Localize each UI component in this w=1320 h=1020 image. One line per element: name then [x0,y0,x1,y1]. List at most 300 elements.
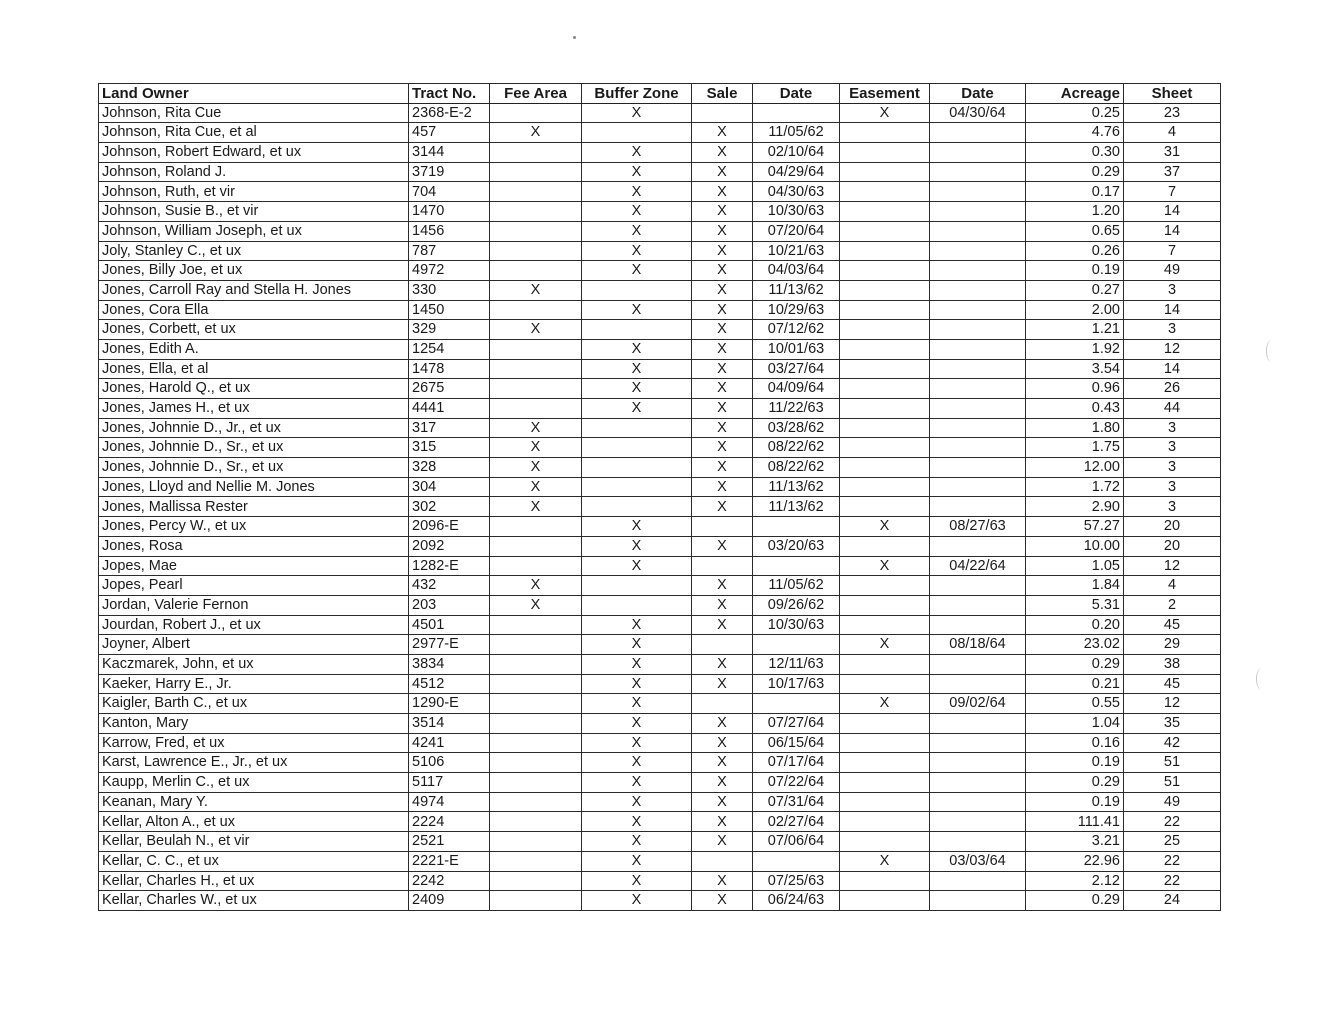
tract-no-cell: 5106 [409,753,490,773]
sheet-cell: 3 [1124,497,1221,517]
sale-cell [692,635,753,655]
fee-area-cell [490,182,582,202]
land-owner-cell: Karrow, Fred, et ux [99,733,409,753]
fee-area-cell: X [490,576,582,596]
buffer-zone-cell: X [582,536,692,556]
buffer-zone-cell: X [582,339,692,359]
easement-date-cell: 09/02/64 [930,694,1026,714]
table-row [99,162,1221,182]
acreage-cell: 1.75 [1026,438,1124,458]
easement-cell: X [840,556,930,576]
easement-date-cell [930,143,1026,163]
fee-area-cell [490,832,582,852]
buffer-zone-cell: X [582,871,692,891]
table-row [99,241,1221,261]
easement-cell: X [840,851,930,871]
sale-date-cell: 11/13/62 [753,280,840,300]
sale-date-cell: 10/30/63 [753,615,840,635]
tract-no-cell: 315 [409,438,490,458]
land-owner-cell: Jones, Johnnie D., Jr., et ux [99,418,409,438]
fee-area-cell [490,300,582,320]
easement-cell [840,438,930,458]
acreage-cell: 2.12 [1026,871,1124,891]
sale-cell: X [692,477,753,497]
buffer-zone-cell [582,595,692,615]
easement-date-cell [930,812,1026,832]
easement-date-cell: 08/27/63 [930,517,1026,537]
easement-cell [840,576,930,596]
land-owner-cell: Johnson, Roland J. [99,162,409,182]
easement-cell [840,654,930,674]
table-row [99,891,1221,911]
tract-no-cell: 4512 [409,674,490,694]
land-owner-cell: Jones, Cora Ella [99,300,409,320]
header-easement-date: Date [930,84,1026,104]
sale-date-cell: 03/20/63 [753,536,840,556]
easement-cell: X [840,635,930,655]
acreage-cell: 1.84 [1026,576,1124,596]
land-owner-cell: Johnson, Ruth, et vir [99,182,409,202]
land-owner-cell: Jones, Corbett, et ux [99,320,409,340]
fee-area-cell [490,615,582,635]
land-owner-cell: Kellar, Charles W., et ux [99,891,409,911]
fee-area-cell [490,359,582,379]
sale-date-cell: 10/01/63 [753,339,840,359]
easement-cell [840,399,930,419]
easement-date-cell [930,458,1026,478]
easement-date-cell [930,320,1026,340]
tract-no-cell: 3719 [409,162,490,182]
buffer-zone-cell: X [582,792,692,812]
land-owner-cell: Jopes, Pearl [99,576,409,596]
acreage-cell: 0.30 [1026,143,1124,163]
sale-cell: X [692,595,753,615]
acreage-cell: 1.20 [1026,202,1124,222]
sheet-cell: 35 [1124,714,1221,734]
land-owner-cell: Keanan, Mary Y. [99,792,409,812]
buffer-zone-cell [582,458,692,478]
land-owner-cell: Jourdan, Robert J., et ux [99,615,409,635]
land-owner-cell: Johnson, Rita Cue [99,103,409,123]
acreage-cell: 0.21 [1026,674,1124,694]
acreage-cell: 0.26 [1026,241,1124,261]
easement-date-cell [930,536,1026,556]
land-owner-cell: Johnson, William Joseph, et ux [99,221,409,241]
easement-cell [840,812,930,832]
acreage-cell: 0.43 [1026,399,1124,419]
sale-date-cell: 03/27/64 [753,359,840,379]
sale-date-cell: 10/21/63 [753,241,840,261]
fee-area-cell [490,654,582,674]
easement-date-cell [930,221,1026,241]
sale-date-cell [753,851,840,871]
tract-no-cell: 2242 [409,871,490,891]
easement-date-cell [930,576,1026,596]
land-owner-cell: Kaigler, Barth C., et ux [99,694,409,714]
easement-date-cell [930,773,1026,793]
sale-cell: X [692,674,753,694]
fee-area-cell [490,221,582,241]
easement-date-cell [930,714,1026,734]
land-owner-cell: Johnson, Robert Edward, et ux [99,143,409,163]
easement-date-cell [930,497,1026,517]
sale-cell: X [692,399,753,419]
land-owner-cell: Kellar, Beulah N., et vir [99,832,409,852]
tract-no-cell: 1254 [409,339,490,359]
land-owner-cell: Jones, Mallissa Rester [99,497,409,517]
table-row [99,458,1221,478]
sale-cell: X [692,261,753,281]
buffer-zone-cell: X [582,143,692,163]
table-row [99,300,1221,320]
sale-cell: X [692,458,753,478]
acreage-cell: 2.90 [1026,497,1124,517]
easement-cell [840,871,930,891]
sale-date-cell: 10/17/63 [753,674,840,694]
easement-cell [840,241,930,261]
easement-cell [840,615,930,635]
sale-cell: X [692,792,753,812]
sheet-cell: 20 [1124,536,1221,556]
easement-date-cell [930,123,1026,143]
sheet-cell: 12 [1124,339,1221,359]
sale-date-cell: 11/05/62 [753,576,840,596]
tract-no-cell: 2521 [409,832,490,852]
tract-no-cell: 1456 [409,221,490,241]
sale-cell: X [692,891,753,911]
fee-area-cell: X [490,123,582,143]
easement-date-cell [930,832,1026,852]
land-owner-cell: Jones, James H., et ux [99,399,409,419]
easement-cell [840,792,930,812]
tract-no-cell: 432 [409,576,490,596]
easement-cell [840,595,930,615]
land-owner-cell: Jones, Edith A. [99,339,409,359]
land-owner-cell: Jones, Johnnie D., Sr., et ux [99,458,409,478]
land-owner-cell: Kaczmarek, John, et ux [99,654,409,674]
easement-date-cell [930,261,1026,281]
sheet-cell: 44 [1124,399,1221,419]
easement-date-cell [930,871,1026,891]
table-row [99,714,1221,734]
easement-date-cell [930,753,1026,773]
tract-no-cell: 302 [409,497,490,517]
easement-date-cell [930,339,1026,359]
buffer-zone-cell: X [582,261,692,281]
acreage-cell: 0.17 [1026,182,1124,202]
land-owner-cell: Joly, Stanley C., et ux [99,241,409,261]
fee-area-cell [490,635,582,655]
buffer-zone-cell [582,576,692,596]
sheet-cell: 29 [1124,635,1221,655]
sale-date-cell: 07/20/64 [753,221,840,241]
tract-no-cell: 304 [409,477,490,497]
tract-no-cell: 317 [409,418,490,438]
table-row [99,221,1221,241]
sale-cell: X [692,379,753,399]
tract-no-cell: 1478 [409,359,490,379]
easement-cell [840,182,930,202]
easement-date-cell [930,792,1026,812]
sale-cell [692,517,753,537]
easement-cell [840,832,930,852]
land-owner-cell: Karst, Lawrence E., Jr., et ux [99,753,409,773]
easement-cell [840,202,930,222]
land-owner-cell: Johnson, Rita Cue, et al [99,123,409,143]
land-owner-cell: Jones, Percy W., et ux [99,517,409,537]
acreage-cell: 1.04 [1026,714,1124,734]
easement-date-cell [930,418,1026,438]
buffer-zone-cell: X [582,635,692,655]
tract-no-cell: 5117 [409,773,490,793]
fee-area-cell: X [490,438,582,458]
easement-cell [840,143,930,163]
acreage-cell: 3.21 [1026,832,1124,852]
fee-area-cell [490,143,582,163]
tract-no-cell: 328 [409,458,490,478]
fee-area-cell [490,792,582,812]
easement-cell [840,162,930,182]
acreage-cell: 57.27 [1026,517,1124,537]
table-row [99,654,1221,674]
fee-area-cell [490,773,582,793]
table-row [99,556,1221,576]
land-owner-cell: Jones, Johnnie D., Sr., et ux [99,438,409,458]
fee-area-cell [490,379,582,399]
sheet-cell: 49 [1124,261,1221,281]
sheet-cell: 38 [1124,654,1221,674]
sale-cell [692,851,753,871]
buffer-zone-cell: X [582,753,692,773]
table-body [99,103,1221,910]
buffer-zone-cell [582,477,692,497]
easement-cell [840,123,930,143]
table-row [99,792,1221,812]
buffer-zone-cell: X [582,812,692,832]
table-row [99,418,1221,438]
table-row [99,595,1221,615]
fee-area-cell [490,714,582,734]
easement-cell [840,753,930,773]
sale-date-cell [753,556,840,576]
sale-date-cell [753,694,840,714]
sale-cell [692,556,753,576]
easement-cell [840,674,930,694]
table-row [99,261,1221,281]
buffer-zone-cell: X [582,379,692,399]
land-owner-cell: Kanton, Mary [99,714,409,734]
buffer-zone-cell [582,418,692,438]
acreage-cell: 1.72 [1026,477,1124,497]
sheet-cell: 22 [1124,871,1221,891]
land-owner-cell: Kellar, Charles H., et ux [99,871,409,891]
sale-cell: X [692,714,753,734]
sale-date-cell: 02/10/64 [753,143,840,163]
easement-cell [840,458,930,478]
sheet-cell: 14 [1124,202,1221,222]
sale-date-cell: 06/15/64 [753,733,840,753]
sale-date-cell: 10/30/63 [753,202,840,222]
sheet-cell: 14 [1124,221,1221,241]
table-row [99,871,1221,891]
buffer-zone-cell: X [582,714,692,734]
fee-area-cell [490,202,582,222]
fee-area-cell [490,399,582,419]
sale-cell: X [692,654,753,674]
land-owner-cell: Jones, Carroll Ray and Stella H. Jones [99,280,409,300]
sale-date-cell: 07/31/64 [753,792,840,812]
easement-date-cell [930,891,1026,911]
sale-cell: X [692,123,753,143]
fee-area-cell: X [490,418,582,438]
easement-cell: X [840,694,930,714]
fee-area-cell [490,812,582,832]
fee-area-cell [490,241,582,261]
sheet-cell: 22 [1124,812,1221,832]
sale-cell: X [692,497,753,517]
buffer-zone-cell: X [582,517,692,537]
easement-cell [840,773,930,793]
sale-date-cell [753,103,840,123]
table-row [99,280,1221,300]
acreage-cell: 0.19 [1026,261,1124,281]
sale-date-cell: 06/24/63 [753,891,840,911]
sale-date-cell [753,635,840,655]
acreage-cell: 5.31 [1026,595,1124,615]
sale-date-cell: 10/29/63 [753,300,840,320]
buffer-zone-cell: X [582,654,692,674]
acreage-cell: 0.29 [1026,654,1124,674]
buffer-zone-cell: X [582,733,692,753]
buffer-zone-cell [582,280,692,300]
land-owner-cell: Jones, Billy Joe, et ux [99,261,409,281]
table-row [99,123,1221,143]
acreage-cell: 0.27 [1026,280,1124,300]
land-owner-cell: Jones, Lloyd and Nellie M. Jones [99,477,409,497]
easement-cell: X [840,103,930,123]
easement-date-cell [930,399,1026,419]
fee-area-cell [490,753,582,773]
table-row [99,615,1221,635]
scan-mark [1266,340,1277,362]
fee-area-cell [490,103,582,123]
sheet-cell: 23 [1124,103,1221,123]
header-acreage: Acreage [1026,84,1124,104]
table-row [99,674,1221,694]
easement-date-cell [930,241,1026,261]
acreage-cell: 4.76 [1026,123,1124,143]
table-row [99,477,1221,497]
sale-cell: X [692,202,753,222]
header-land-owner: Land Owner [99,84,409,104]
tract-no-cell: 3834 [409,654,490,674]
tract-no-cell: 1290-E [409,694,490,714]
buffer-zone-cell: X [582,359,692,379]
land-owner-cell: Johnson, Susie B., et vir [99,202,409,222]
land-owner-cell: Kellar, Alton A., et ux [99,812,409,832]
header-row [99,84,1221,104]
sale-cell: X [692,615,753,635]
land-owner-cell: Joyner, Albert [99,635,409,655]
fee-area-cell [490,517,582,537]
table-row [99,379,1221,399]
sale-cell [692,694,753,714]
easement-date-cell [930,615,1026,635]
land-owner-cell: Jordan, Valerie Fernon [99,595,409,615]
buffer-zone-cell: X [582,615,692,635]
sheet-cell: 14 [1124,359,1221,379]
easement-cell [840,733,930,753]
buffer-zone-cell: X [582,773,692,793]
acreage-cell: 10.00 [1026,536,1124,556]
acreage-cell: 2.00 [1026,300,1124,320]
fee-area-cell: X [490,595,582,615]
tract-no-cell: 1450 [409,300,490,320]
acreage-cell: 0.16 [1026,733,1124,753]
fee-area-cell: X [490,477,582,497]
sheet-cell: 12 [1124,556,1221,576]
fee-area-cell: X [490,280,582,300]
table-row [99,143,1221,163]
table-row [99,851,1221,871]
sheet-cell: 37 [1124,162,1221,182]
sale-cell: X [692,339,753,359]
tract-no-cell: 3144 [409,143,490,163]
fee-area-cell [490,536,582,556]
sale-cell: X [692,162,753,182]
table-row [99,103,1221,123]
acreage-cell: 0.29 [1026,162,1124,182]
buffer-zone-cell: X [582,556,692,576]
sheet-cell: 3 [1124,280,1221,300]
acreage-cell: 1.21 [1026,320,1124,340]
fee-area-cell [490,556,582,576]
sale-cell: X [692,733,753,753]
sheet-cell: 51 [1124,773,1221,793]
header-buffer-zone: Buffer Zone [582,84,692,104]
fee-area-cell [490,261,582,281]
buffer-zone-cell: X [582,300,692,320]
easement-cell [840,714,930,734]
tract-no-cell: 203 [409,595,490,615]
tract-no-cell: 2092 [409,536,490,556]
table-row [99,694,1221,714]
easement-date-cell [930,280,1026,300]
sale-cell: X [692,438,753,458]
sale-cell: X [692,871,753,891]
tract-no-cell: 457 [409,123,490,143]
land-owner-cell: Jones, Rosa [99,536,409,556]
buffer-zone-cell [582,438,692,458]
sale-cell: X [692,418,753,438]
easement-date-cell [930,182,1026,202]
easement-cell [840,497,930,517]
table-row [99,182,1221,202]
easement-date-cell [930,733,1026,753]
easement-cell [840,379,930,399]
sheet-cell: 12 [1124,694,1221,714]
land-owner-cell: Kellar, C. C., et ux [99,851,409,871]
header-sheet: Sheet [1124,84,1221,104]
easement-date-cell: 08/18/64 [930,635,1026,655]
sale-date-cell: 07/17/64 [753,753,840,773]
scan-speck [573,36,576,39]
sheet-cell: 51 [1124,753,1221,773]
sheet-cell: 3 [1124,438,1221,458]
sheet-cell: 49 [1124,792,1221,812]
tract-no-cell: 329 [409,320,490,340]
buffer-zone-cell: X [582,202,692,222]
